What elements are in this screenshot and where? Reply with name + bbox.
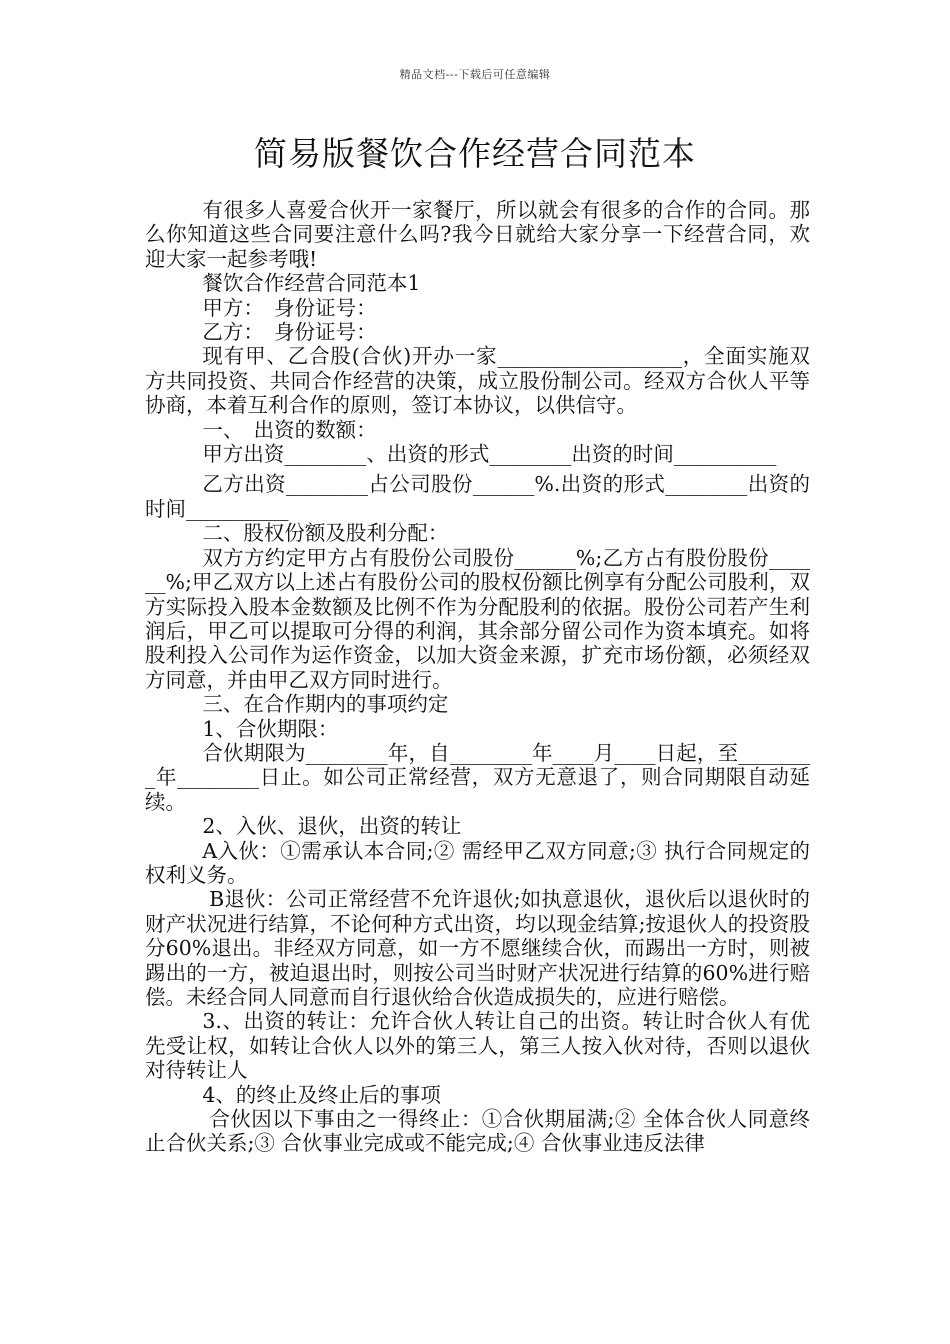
paragraph-heading-sample: 餐饮合作经营合同范本1	[202, 271, 421, 296]
document-body	[145, 198, 810, 1156]
paragraph-party-a: 甲方： 身份证号：	[202, 295, 377, 320]
paragraph-termination: 合伙因以下事由之一得终止：①合伙期届满;② 全体合伙人同意终止合伙关系;③ 合伙事业完成或不能完成;④ 合伙事业违反法律	[145, 1107, 810, 1156]
header-note: 精品文档---下载后可任意编辑	[399, 68, 551, 81]
paragraph-term-heading: 1、合伙期限：	[202, 716, 339, 741]
paragraph-party-b: 乙方： 身份证号：	[202, 320, 377, 345]
paragraph-preamble: 现有甲、乙合股(合伙)开办一家__________________，全面实施双方共同投资、共同合作经营的决策，成立股份制公司。经双方合伙人平等协商，本着互利合作的原则，签订本协议，以供信守。	[145, 344, 810, 418]
document-title: 简易版餐饮合作经营合同范本	[254, 134, 696, 173]
paragraph-section-1: 一、 出资的数额：	[202, 417, 377, 442]
paragraph-intro: 有很多人喜爱合伙开一家餐厅，所以就会有很多的合作的合同。那么你知道这些合同要注意什么吗?我今日就给大家分享一下经营合同，欢迎大家一起参考哦!	[145, 198, 810, 271]
paragraph-exit: B退伙：公司正常经营不允许退伙;如执意退伙，退伙后以退伙时的财产状况进行结算，不论何种方式出资，均以现金结算;按退伙人的投资股分60%退出。非经双方同意，如一方不愿继续合伙，而踢出一方时，则被踢出的一方，被迫退出时，则按公司当时财产状况进行结算的60%进行赔偿。未经合同人同意而自行退伙给合伙造成损失的，应进行赔偿。	[145, 887, 810, 1009]
paragraph-termination-heading: 4、的终止及终止后的事项	[202, 1082, 441, 1107]
paragraph-join-exit-heading: 2、入伙、退伙，出资的转让	[202, 814, 462, 839]
paragraph-transfer: 3.、出资的转让：允许合伙人转让自己的出资。转让时合伙人有优先受让权，如转让合伙人以外的第三人，第三人按入伙对待，否则以退伙对待转让人	[145, 1009, 810, 1083]
paragraph-section-3: 三、在合作期内的事项约定	[202, 692, 449, 717]
paragraph-party-b-contribution: 乙方出资________占公司股份______%.出资的形式________出资的时间__________	[145, 472, 810, 521]
paragraph-equity: 双方方约定甲方占有股份公司股份______%;乙方占有股份股份______%;甲乙双方以上述占有股份公司的股权份额比例享有分配公司股利，双方实际投入股本金数额及比例不作为分配股利的依据。股份公司若产生利润后，甲乙可以提取可分得的利润，其余部分留公司作为资本填充。如将股利投入公司作为运作资金，以加大资金来源，扩充市场份额，必须经双方同意，并由甲乙双方同时进行。	[145, 545, 810, 692]
paragraph-section-2: 二、股权份额及股利分配：	[202, 521, 449, 546]
paragraph-join: A入伙：①需承认本合同;② 需经甲乙双方同意;③ 执行合同规定的权利义务。	[145, 838, 810, 887]
paragraph-term: 合伙期限为________年，自________年____月____日起，至________年________日止。如公司正常经营，双方无意退了，则合同期限自动延续。	[145, 740, 810, 814]
paragraph-party-a-contribution: 甲方出资________、出资的形式________出资的时间__________	[202, 442, 777, 467]
